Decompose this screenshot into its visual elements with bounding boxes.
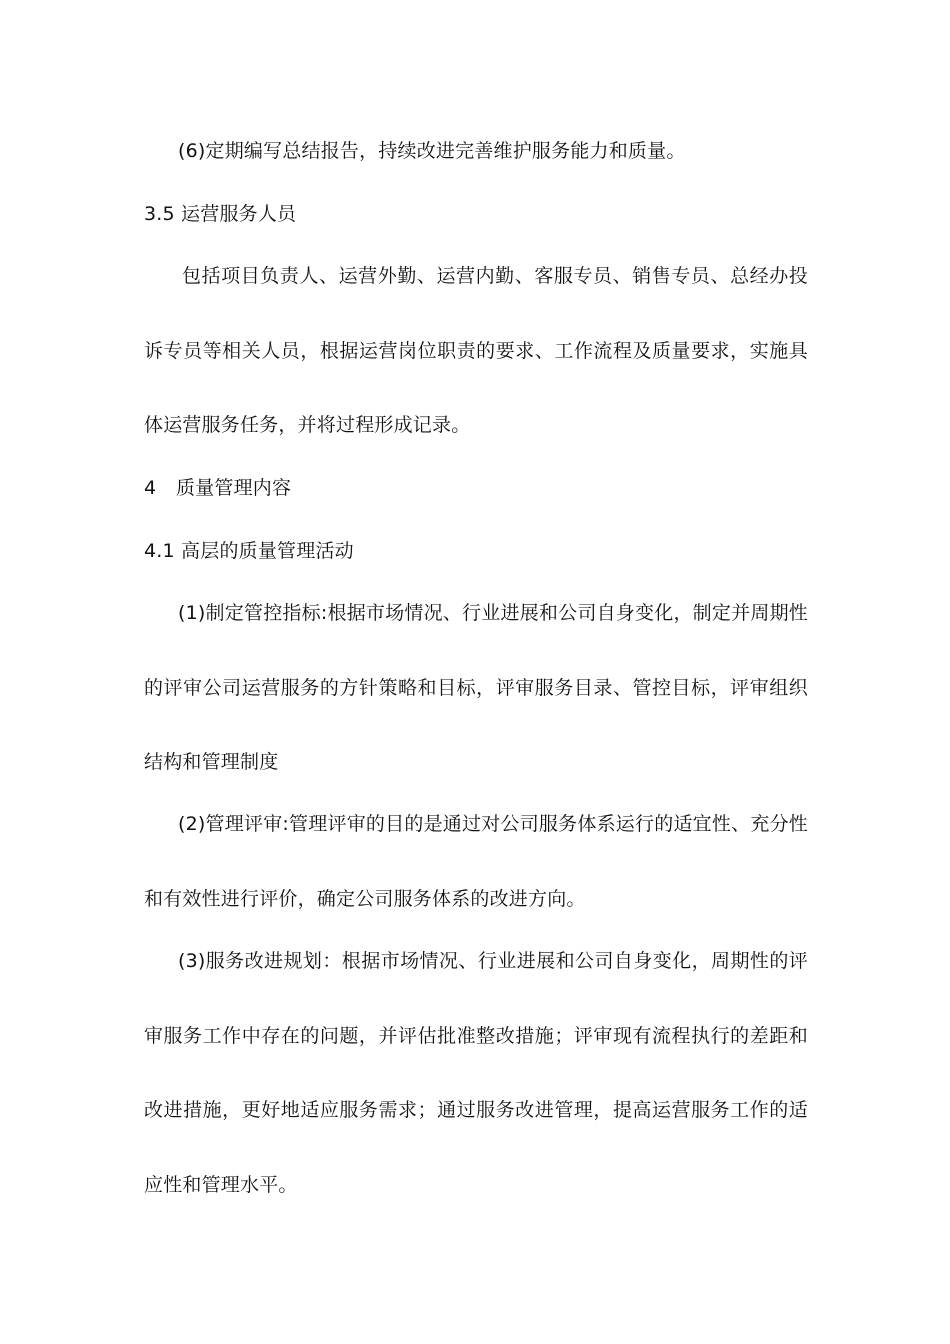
paragraph-line: 体运营服务任务，并将过程形成记录。	[144, 414, 471, 436]
paragraph-line: 诉专员等相关人员，根据运营岗位职责的要求、工作流程及质量要求，实施具	[144, 340, 808, 362]
paragraph-line: 和有效性进行评价，确定公司服务体系的改进方向。	[144, 888, 586, 910]
section-heading-4-1: 4.1 高层的质量管理活动	[144, 540, 354, 562]
paragraph-line: (3)服务改进规划：根据市场情况、行业进展和公司自身变化，周期性的评	[178, 950, 808, 972]
paragraph-line: (2)管理评审:管理评审的目的是通过对公司服务体系运行的适宜性、充分性	[178, 813, 808, 835]
list-item-6: (6)定期编写总结报告，持续改进完善维护服务能力和质量。	[178, 140, 686, 162]
section-number: 4	[144, 477, 157, 499]
section-heading-4	[144, 476, 808, 500]
paragraph-line: 结构和管理制度	[144, 751, 279, 773]
paragraph-line: 应性和管理水平。	[144, 1174, 298, 1196]
paragraph-line: (1)制定管控指标:根据市场情况、行业进展和公司自身变化，制定并周期性	[178, 602, 808, 624]
section-title: 质量管理内容	[176, 477, 292, 499]
paragraph-line: 包括项目负责人、运营外勤、运营内勤、客服专员、销售专员、总经办投	[182, 265, 808, 287]
section-heading-3-5: 3.5 运营服务人员	[144, 203, 297, 225]
paragraph-line: 的评审公司运营服务的方针策略和目标，评审服务目录、管控目标，评审组织	[144, 677, 808, 699]
paragraph-line: 改进措施，更好地适应服务需求；通过服务改进管理，提高运营服务工作的适	[144, 1099, 808, 1121]
paragraph-line: 审服务工作中存在的问题，并评估批准整改措施；评审现有流程执行的差距和	[144, 1025, 808, 1047]
